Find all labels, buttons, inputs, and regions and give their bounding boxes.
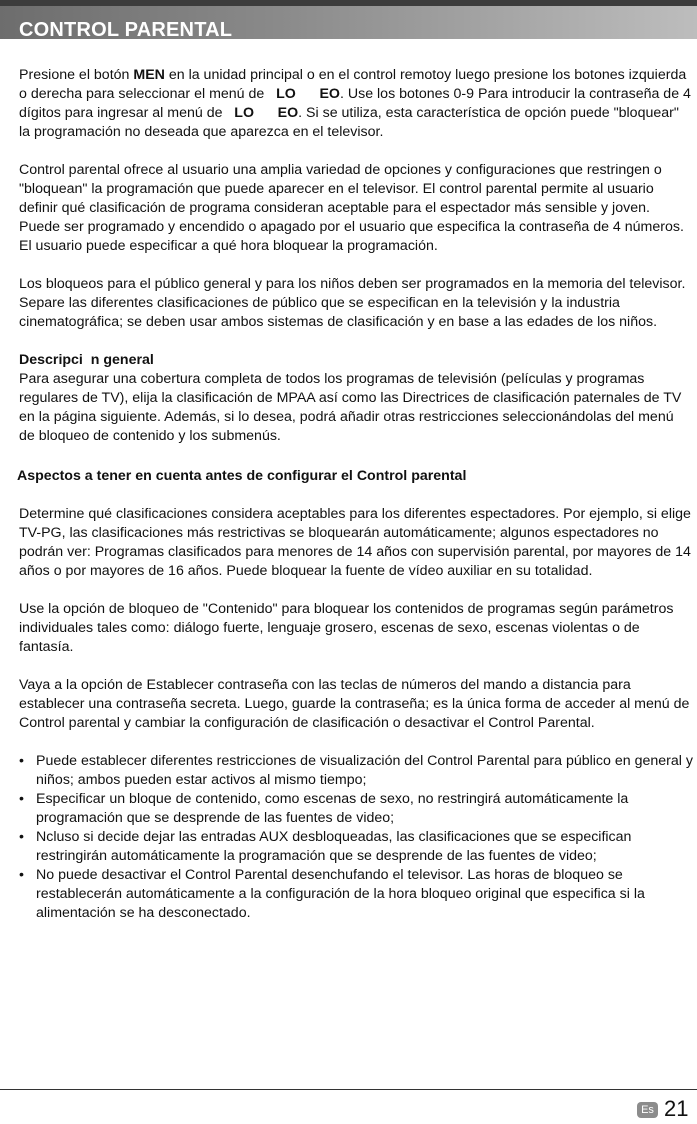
list-item: • Puede establecer diferentes restricciones de visualización del Control Parental para público en general y niños; ambos pueden estar activos al mismo tiempo; bbox=[19, 752, 693, 790]
footer-divider bbox=[0, 1089, 697, 1090]
intro-paragraph-1: Presione el botón MEN en la unidad principal o en el control remotoy luego presione los botones izquierda o derecha para seleccionar el menú de LO EO. Use los botones 0-9 Para introducir la contraseña de 4 dígitos para ingresar al menú de LO EO. Si se utiliza, esta característica de opción puede "bloquear" la programación no deseada que aparezca en el televisor. bbox=[19, 67, 691, 140]
considerations-paragraph-1: Determine qué clasificaciones considera aceptables para los diferentes espectadores. Por ejemplo, si elige TV-PG, las clasificaciones más restrictivas se bloquearán automáticamente; algunos espectadores no podrán ver: Programas clasificados para menores de 14 años con supervisión parental, por mayores de 14 años o por mayores de 16 años. Puede bloquear la fuente de vídeo auxiliar en su totalidad. bbox=[19, 506, 691, 579]
lock-menu-label: LO EO bbox=[226, 105, 299, 121]
intro-paragraph-2: Control parental ofrece al usuario una amplia variedad de opciones y configuraciones que restringen o "bloquean" la programación que puede aparecer en el televisor. El control parental permite al usuario definir qué clasificación de programa consideran aceptable para el espectador más sensible y joven. Puede ser programado y encendido o apagado por el usuario que especifica la contraseña de 4 números. El usuario puede especificar a qué hora bloquear la programación. bbox=[19, 162, 684, 254]
list-item: • No puede desactivar el Control Parental desenchufando el televisor. Las horas de bloqueo se restablecerán automáticamente a la configuración de la hora bloqueo original que especifica si la alimentación se ha desconectado. bbox=[19, 866, 693, 923]
overview-paragraph: Para asegurar una cobertura completa de todos los programas de televisión (películas y programas regulares de TV), elija la clasificación de MPAA así como las Directrices de clasificación paternales de TV en la página siguiente. Además, si lo desea, podrá añadir otras restricciones seleccionándolas del menú de bloqueo de contenido y los submenús. bbox=[19, 371, 682, 444]
language-badge: Es bbox=[637, 1102, 658, 1118]
page-number: 21 bbox=[664, 1096, 689, 1121]
list-item: • Ncluso si decide dejar las entradas AUX desbloqueadas, las clasificaciones que se especifican restringirán automáticamente la programación que se desprende de las fuentes de video; bbox=[19, 828, 693, 866]
considerations-heading: Aspectos a tener en cuenta antes de configurar el Control parental bbox=[17, 468, 467, 484]
notes-list bbox=[19, 752, 693, 923]
intro-paragraph-3: Los bloqueos para el público general y para los niños deben ser programados en la memoria del televisor. Separe las diferentes clasificaciones de público que se especifican en la televisión y la industria cinematográfica; se deben usar ambos sistemas de clasificación y en base a las edades de los niños. bbox=[19, 276, 686, 330]
menu-button-label: MEN bbox=[133, 67, 165, 83]
considerations-paragraph-3: Vaya a la opción de Establecer contraseña con las teclas de números del mando a distancia para establecer una contraseña secreta. Luego, guarde la contraseña; es la única forma de acceder al menú de Control parental y cambiar la configuración de clasificación o desactivar el Control Parental. bbox=[19, 677, 690, 731]
considerations-paragraph-2: Use la opción de bloqueo de "Contenido" para bloquear los contenidos de programas según parámetros individuales tales como: diálogo fuerte, lenguaje grosero, escenas de sexo, escenas violentas o de fantasía. bbox=[19, 601, 674, 655]
content bbox=[19, 66, 693, 923]
lock-menu-label: LO EO bbox=[268, 86, 340, 102]
list-item: • Especificar un bloque de contenido, como escenas de sexo, no restringirá automáticamente la programación que se desprende de las fuentes de video; bbox=[19, 790, 693, 828]
page-title: CONTROL PARENTAL bbox=[19, 19, 233, 39]
overview-heading: Descripci n general bbox=[19, 352, 154, 368]
